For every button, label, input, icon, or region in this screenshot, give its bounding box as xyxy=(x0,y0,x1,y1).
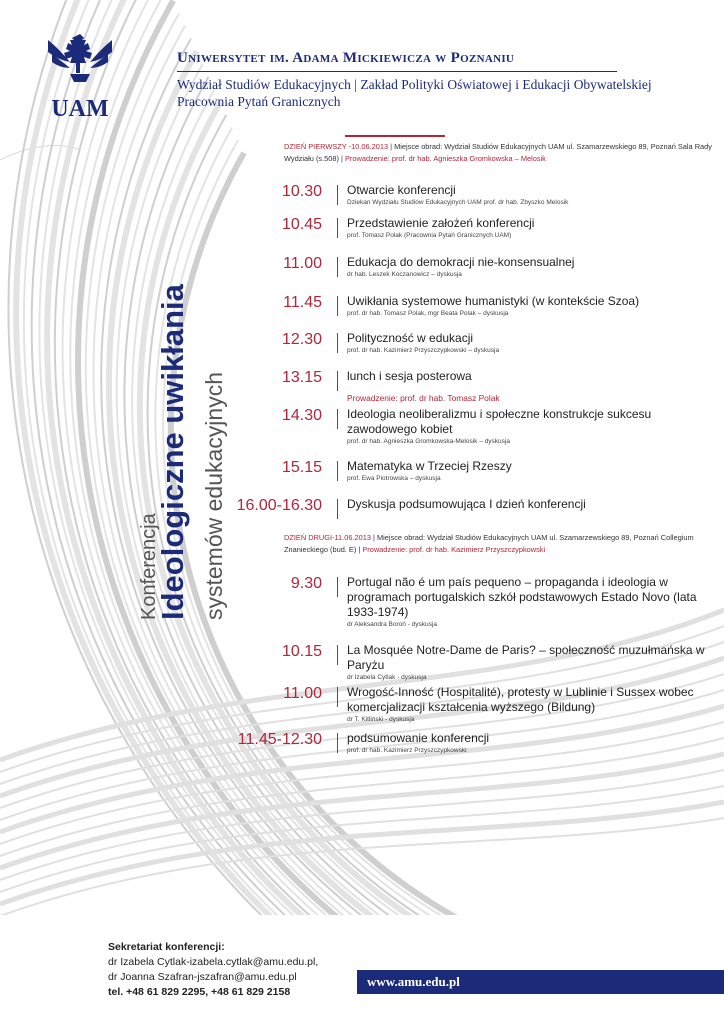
agenda-divider xyxy=(337,218,338,238)
agenda-content xyxy=(347,731,717,755)
agenda-time: 12.30 xyxy=(281,331,322,348)
agenda-time: 10.15 xyxy=(281,643,322,660)
agenda-divider xyxy=(337,733,338,753)
agenda-content xyxy=(347,294,717,318)
agenda-title: podsumowanie konferencji xyxy=(347,731,490,745)
agenda-content xyxy=(347,216,717,240)
agenda-content xyxy=(347,459,717,483)
agenda-content xyxy=(347,255,717,279)
lab-name: Pracownia Pytań Granicznych xyxy=(177,94,341,109)
agenda-speaker: prof. dr hab. Kazimierz Przyszczypkowski xyxy=(347,747,467,754)
secretariat xyxy=(108,940,318,1000)
agenda-speaker: dr Izabela Cytlak - dyskusja xyxy=(347,674,427,681)
agenda-speaker: dr Aleksandra Boroń - dyskusja xyxy=(347,621,437,628)
agenda-divider xyxy=(337,499,338,519)
header xyxy=(177,50,717,110)
agenda-title: lunch i sesja posterowa xyxy=(347,369,472,383)
agenda-time: 15.15 xyxy=(281,459,322,476)
agenda-time: 9.30 xyxy=(290,575,322,592)
agenda-divider xyxy=(337,687,338,707)
agenda-content xyxy=(347,331,717,355)
day2-label: DZIEŃ DRUGI-11.06.2013 xyxy=(284,533,371,542)
agenda-speaker: prof. dr hab. Agnieszka Gromkowska-Melosik – dyskusja xyxy=(347,438,510,445)
agenda-title: Wrogość-Inność (Hospitalité), protesty w Lublinie i Sussex wobec komercjalizacji kształcenia wyższego (Bildung) xyxy=(347,685,694,714)
agenda-speaker: dr T. Kitliński - dyskusja xyxy=(347,716,415,723)
agenda-speaker: prof. dr hab. Tomasz Polak, mgr Beata Polak – dyskusja xyxy=(347,310,509,317)
day2-place: | Miejsce obrad: Wydział Studiów Edukacyjnych UAM ul. Szamarzewskiego 89, Poznań Collegium Znanieckiego (bud. E) | xyxy=(284,533,694,554)
agenda-title: Matematyka w Trzeciej Rzeszy xyxy=(347,459,512,473)
website-link[interactable]: www.amu.edu.pl xyxy=(367,974,460,989)
agenda-title: Portugal não é um país pequeno – propaganda i ideologia w programach portugalskich szkół podstawowych Estado Novo (lata 1933-1974) xyxy=(347,575,697,619)
agenda-title: Polityczność w edukacji xyxy=(347,331,474,345)
day1-chair: Prowadzenie: prof. dr hab. Agnieszka Gromkowska – Melosik xyxy=(345,154,546,163)
header-rule xyxy=(177,71,617,72)
agenda-time: 13.15 xyxy=(281,369,322,386)
department-name: Wydział Studiów Edukacyjnych | Zakład Polityki Oświatowej i Edukacji Obywatelskiej xyxy=(177,77,652,92)
secretariat-line1: dr Izabela Cytlak-izabela.cytlak@amu.edu.pl, xyxy=(108,956,319,968)
agenda-speaker: prof. Ewa Piotrowska – dyskusja xyxy=(347,475,441,482)
day1-place: | Miejsce obrad: Wydział Studiów Edukacyjnych UAM ul. Szamarzewskiego 89, Poznań Sala Rady Wydziału (s.508) | xyxy=(284,142,712,163)
university-name: Uniwersytet im. Adama Mickiewicza w Poznaniu xyxy=(177,50,515,66)
agenda-title: Otwarcie konferencji xyxy=(347,183,456,197)
agenda-divider xyxy=(337,461,338,481)
secretariat-heading: Sekretariat konferencji: xyxy=(108,941,225,953)
agenda-content xyxy=(347,407,717,446)
agenda-time: 11.00 xyxy=(283,685,322,702)
agenda-time: 11.00 xyxy=(283,255,322,272)
secretariat-line2: dr Joanna Szafran-jszafran@amu.edu.pl xyxy=(108,971,297,983)
day1-label: DZIEŃ PIERWSZY -10.06.2013 xyxy=(284,142,389,151)
day1-afternoon-chair: Prowadzenie: prof. dr hab. Tomasz Polak xyxy=(347,393,500,403)
agenda-time: 11.45 xyxy=(283,294,322,311)
day1-header xyxy=(240,141,724,165)
agenda-time: 10.45 xyxy=(281,216,322,233)
agenda-content xyxy=(347,369,717,384)
agenda-divider xyxy=(337,257,338,277)
agenda-speaker: prof. dr hab. Kazimierz Przyszczypkowski – dyskusja xyxy=(347,347,500,354)
day2-chair: Prowadzenie: prof. dr hab. Kazimierz Przyszczypkowski xyxy=(362,545,546,554)
agenda-divider xyxy=(337,577,338,597)
agenda-speaker: Dziekan Wydziału Studiów Edukacyjnych UAM prof. dr hab. Zbyszko Melosik xyxy=(347,199,569,206)
website-bar xyxy=(357,970,724,994)
agenda-title: Przedstawienie założeń konferencji xyxy=(347,216,535,230)
agenda-time: 16.00-16.30 xyxy=(236,497,322,514)
title-conference-label: Konferencja xyxy=(138,513,160,620)
agenda-content xyxy=(347,643,717,682)
agenda-divider xyxy=(337,645,338,665)
agenda-title: Uwikłania systemowe humanistyki (w kontekście Szoa) xyxy=(347,294,640,308)
agenda-title: La Mosquée Notre-Dame de Paris? – społeczność muzułmańska w Paryżu xyxy=(347,643,705,672)
agenda-divider xyxy=(337,371,338,391)
conference-title xyxy=(135,140,235,630)
logo-text: UAM xyxy=(51,96,109,120)
title-subtitle: systemów edukacyjnych xyxy=(201,372,227,620)
agenda-title: Edukacja do demokracji nie-konsensualnej xyxy=(347,255,575,269)
agenda-content xyxy=(347,497,717,512)
agenda-divider xyxy=(337,409,338,429)
agenda-time: 10.30 xyxy=(281,183,322,200)
secretariat-phone: tel. +48 61 829 2295, +48 61 829 2158 xyxy=(108,986,291,998)
agenda-content xyxy=(347,183,717,207)
day2-header xyxy=(240,532,724,556)
agenda-speaker: dr hab. Leszek Koczanowicz – dyskusja xyxy=(347,271,462,278)
agenda-divider xyxy=(337,333,338,353)
agenda-content xyxy=(347,685,717,724)
agenda-divider xyxy=(337,185,338,205)
agenda-title: Dyskusja podsumowująca I dzień konferencji xyxy=(347,497,586,511)
agenda-speaker: prof. Tomasz Polak (Pracownia Pytań Granicznych UAM) xyxy=(347,232,512,239)
accent-rule xyxy=(345,135,445,137)
uam-eagle-logo xyxy=(40,30,120,120)
agenda-time: 11.45-12.30 xyxy=(237,731,322,748)
agenda-time: 14.30 xyxy=(281,407,322,424)
agenda-title: Ideologia neoliberalizmu i społeczne konstrukcje sukcesu zawodowego kobiet xyxy=(347,407,652,436)
agenda-divider xyxy=(337,296,338,316)
agenda-content xyxy=(347,575,717,629)
title-main: Ideologiczne uwikłania xyxy=(155,284,190,620)
